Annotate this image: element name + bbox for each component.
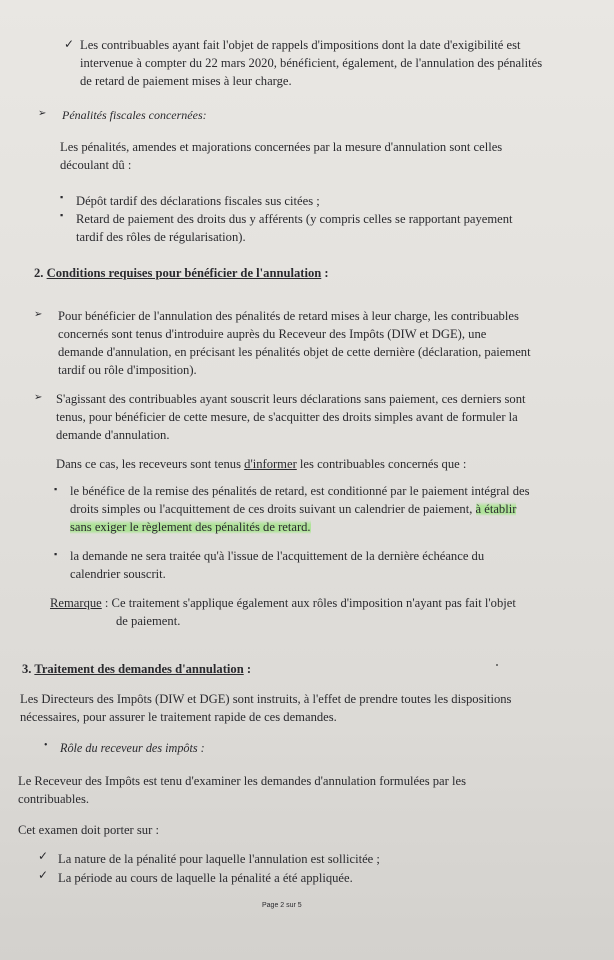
ink-speck: [496, 664, 498, 666]
highlighted-text: sans exiger le règlement des pénalités de retard.: [70, 520, 311, 534]
arrow-bullet-icon: ➢: [38, 108, 47, 119]
penalites-bullet-2: Retard de paiement des droits dus y afférents (y compris celles se rapportant payement tardif des rôles de régularisation).: [76, 212, 513, 244]
check-item-2: La période au cours de laquelle la pénalité a été appliquée.: [58, 871, 353, 885]
top-check-item: Les contribuables ayant fait l'objet de rappels d'impositions dont la date d'exigibilité est intervenue à compter du 22 mars 2020, bénéficient, également, de l'annulation des pénalités de retard de paiement mises à leur charge.: [80, 38, 543, 88]
checkmark-icon: ✓: [38, 849, 49, 863]
remarque-note: Remarque : Ce traitement s'applique également aux rôles d'imposition n'ayant pas fait l'objet de paiement.: [50, 596, 516, 628]
role-heading: Rôle du receveur des impôts :: [60, 741, 205, 755]
role-paragraph: Le Receveur des Impôts est tenu d'examiner les demandes d'annulation formulées par les contribuables.: [18, 774, 466, 806]
penalites-intro: Les pénalités, amendes et majorations concernées par la mesure d'annulation sont celles découlant dû :: [60, 140, 503, 172]
round-bullet-icon: •: [44, 740, 48, 751]
square-bullet-icon: ▪: [54, 484, 58, 494]
sub-bullet-1: le bénéfice de la remise des pénalités de retard, est conditionné par le paiement intégral des droits simples ou l'acquittement de ces droits suivant un calendrier de paiement, à établir sans exiger le règlement des pénalités de retard.: [70, 484, 530, 534]
dans-ce-cas-line: Dans ce cas, les receveurs sont tenus d'informer les contribuables concernés que :: [56, 457, 467, 471]
square-bullet-icon: ▪: [60, 192, 64, 202]
section-3-paragraph-1: Les Directeurs des Impôts (DIW et DGE) sont instruits, à l'effet de prendre toutes les dispositions nécessaires, pour assurer le traitement rapide de ces demandes.: [20, 692, 512, 724]
section-2-paragraph-2: S'agissant des contribuables ayant souscrit leurs déclarations sans paiement, ces derniers sont tenus, pour bénéficier de cette mesure, de s'acquitter des droits simples avant de formuler la demande d'annulation.: [56, 392, 526, 442]
section-2-heading: 2. Conditions requises pour bénéficier de l'annulation :: [34, 266, 329, 280]
checkmark-icon: ✓: [64, 37, 75, 51]
examen-line: Cet examen doit porter sur :: [18, 823, 159, 837]
check-item-1: La nature de la pénalité pour laquelle l'annulation est sollicitée ;: [58, 852, 380, 866]
section-3-heading: 3. Traitement des demandes d'annulation :: [22, 662, 252, 676]
highlighted-text: à établir: [475, 502, 517, 516]
square-bullet-icon: ▪: [54, 549, 58, 559]
penalites-bullet-1: Dépôt tardif des déclarations fiscales sus citées ;: [76, 194, 320, 208]
sub-bullet-2: la demande ne sera traitée qu'à l'issue de l'acquittement de la dernière échéance du calendrier souscrit.: [70, 549, 485, 581]
penalites-heading: Pénalités fiscales concernées:: [62, 108, 207, 122]
arrow-bullet-icon: ➢: [34, 392, 43, 403]
section-2-paragraph-1: Pour bénéficier de l'annulation des pénalités de retard mises à leur charge, les contribuables concernés sont tenus d'introduire auprès du Receveur des Impôts (DIW et DGE), une demande d'annulation, en précisant les pénalités objet de cette dernière (déclaration, paiement tardif ou rôle d'imposition).: [58, 309, 531, 377]
square-bullet-icon: ▪: [60, 210, 64, 220]
page-number-footer: Page 2 sur 5: [262, 902, 302, 909]
checkmark-icon: ✓: [38, 868, 49, 882]
arrow-bullet-icon: ➢: [34, 309, 43, 320]
